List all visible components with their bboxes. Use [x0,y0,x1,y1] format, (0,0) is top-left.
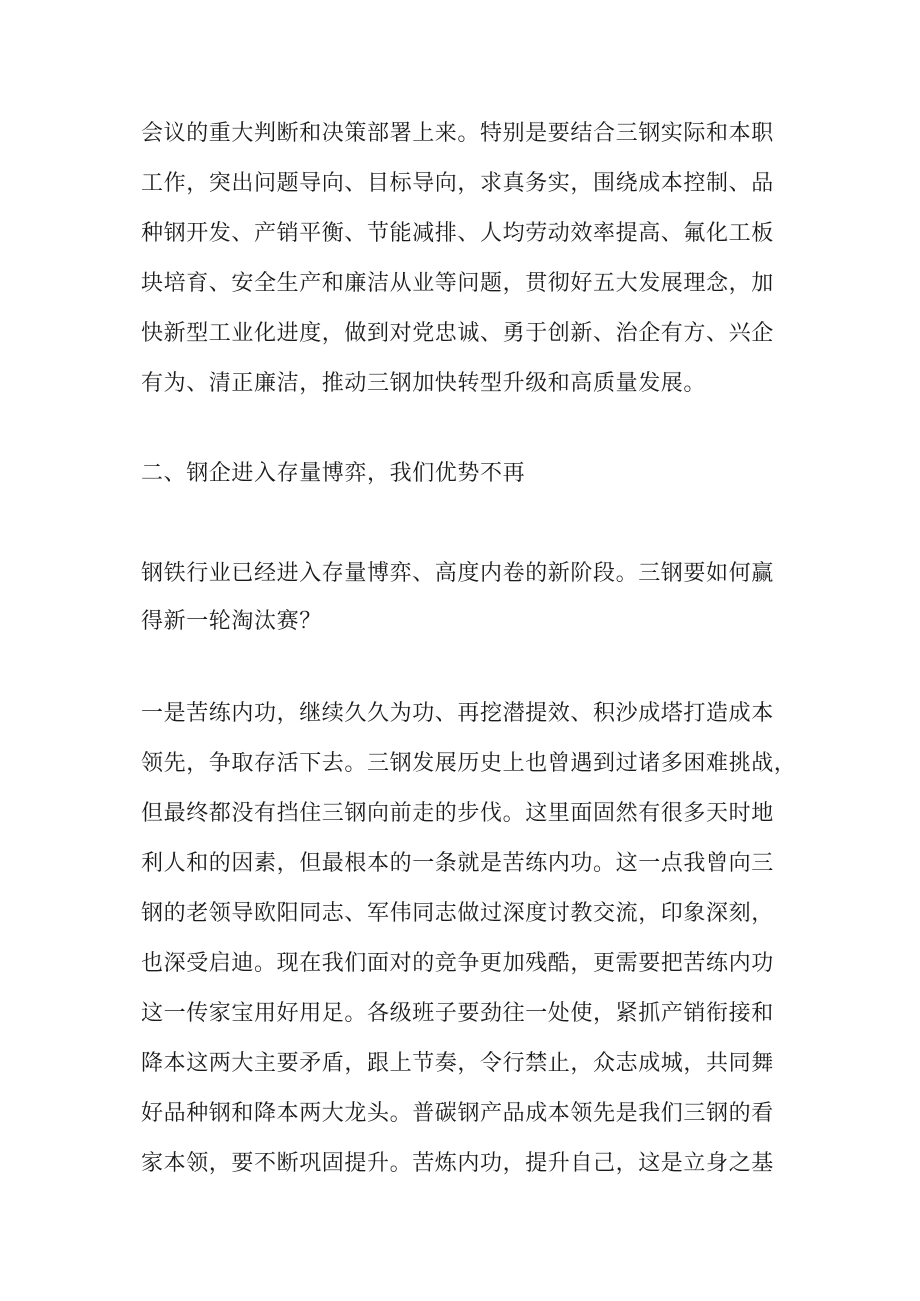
text-line: 得新一轮淘汰赛？ [141,609,322,634]
text-line: 家本领，要不断巩固提升。苦炼内功，提升自己，这是立身之基 [141,1151,774,1176]
text-line: 种钢开发、产销平衡、节能减排、人均劳动效率提高、氟化工板 [141,221,774,246]
text-line: 这一传家宝用好用足。各级班子要劲往一处使，紧抓产销衔接和 [141,1001,774,1026]
text-line: 但最终都没有挡住三钢向前走的步伐。这里面固然有很多天时地 [141,801,774,826]
text-line: 钢铁行业已经进入存量博弈、高度内卷的新阶段。三钢要如何赢 [141,561,774,586]
text-line: 领先，争取存活下去。三钢发展历史上也曾遇到过诸多困难挑战， [141,751,797,776]
text-line: 块培育、安全生产和廉洁从业等问题，贯彻好五大发展理念，加 [141,271,774,296]
text-line: 也深受启迪。现在我们面对的竞争更加残酷，更需要把苦练内功 [141,951,774,976]
text-line: 快新型工业化进度，做到对党忠诚、勇于创新、治企有方、兴企 [141,321,774,346]
text-line: 会议的重大判断和决策部署上来。特别是要结合三钢实际和本职 [141,121,774,146]
text-line: 好品种钢和降本两大龙头。普碳钢产品成本领先是我们三钢的看 [141,1101,774,1126]
text-line: 降本这两大主要矛盾，跟上节奏，令行禁止，众志成城，共同舞 [141,1051,774,1076]
text-line: 一是苦练内功，继续久久为功、再挖潜提效、积沙成塔打造成本 [141,701,774,726]
text-line: 利人和的因素，但最根本的一条就是苦练内功。这一点我曾向三 [141,851,774,876]
text-line: 工作，突出问题导向、目标导向，求真务实，围绕成本控制、品 [141,171,774,196]
section-heading: 二、钢企进入存量博弈，我们优势不再 [141,461,526,486]
text-line: 有为、清正廉洁，推动三钢加快转型升级和高质量发展。 [141,371,707,396]
text-line: 钢的老领导欧阳同志、军伟同志做过深度讨教交流，印象深刻， [141,901,774,926]
